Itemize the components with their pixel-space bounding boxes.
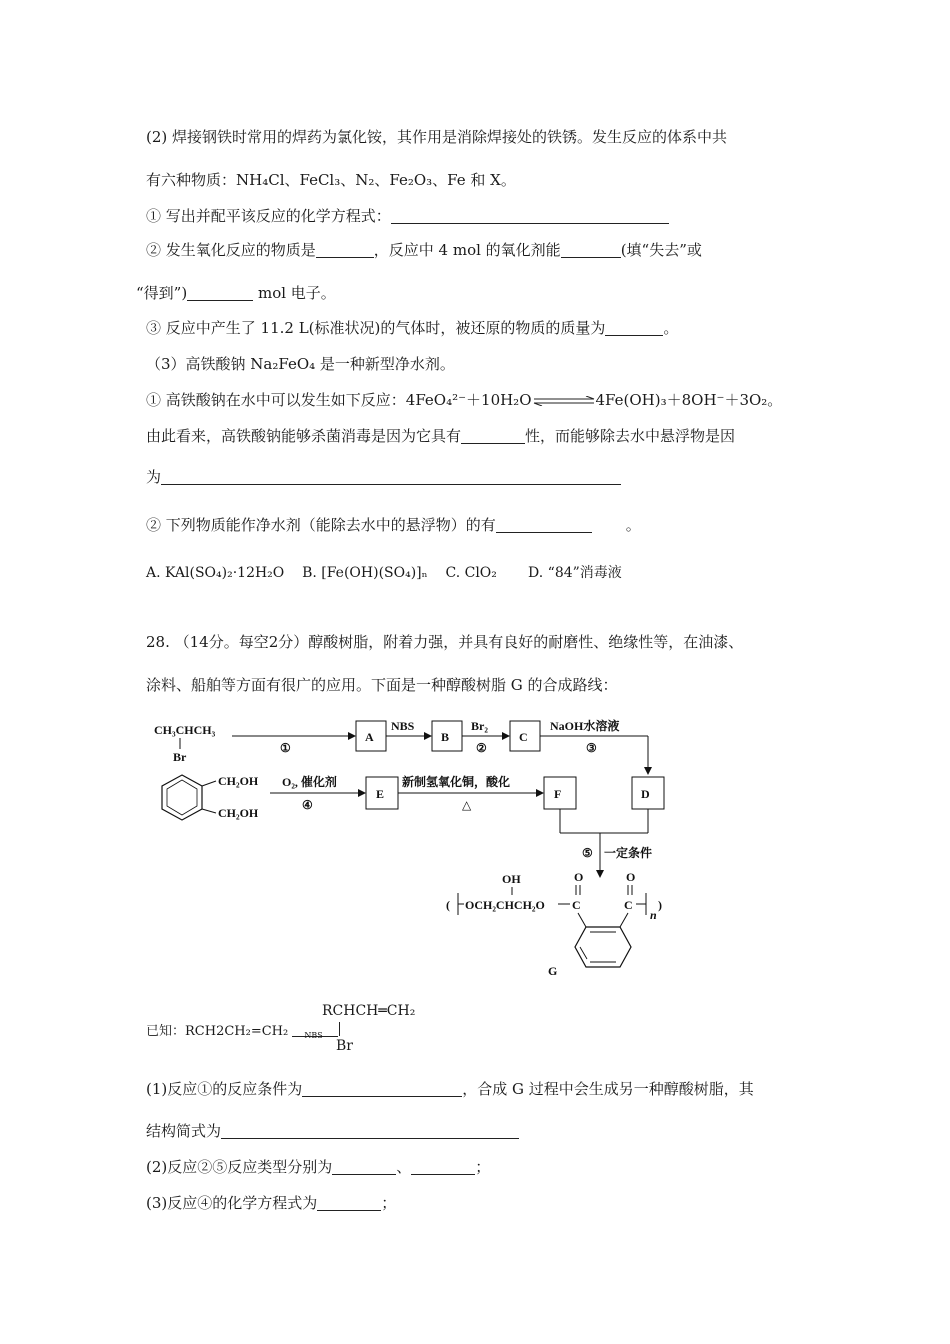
q28-sub1: (1)反应①的反应条件为 ，合成 G 过程中会生成另一种醇酸树脂，其 (146, 1080, 754, 1098)
answer-blank[interactable] (161, 468, 621, 485)
known-product-bond (339, 1022, 340, 1036)
answer-blank[interactable] (461, 427, 525, 444)
q27-sub3: ③ 反应中产生了 11.2 L(标准状况)的气体时，被还原的物质的质量为 。 (146, 319, 679, 337)
q27-part3-sub1: ① 高铁酸钠在水中可以发生如下反应：4FeO₄²⁻＋10H₂O 4Fe(OH)₃＋8OH⁻＋3O₂。 (146, 391, 783, 409)
q27-sub2-cont: “得到”) mol 电子。 (136, 284, 336, 302)
q27-sub2: ② 发生氧化反应的物质是 ，反应中 4 mol 的氧化剂能 (填“失去”或 (146, 241, 702, 259)
reaction-2-label: ② (476, 741, 487, 755)
q27-part2-line2: 有六种物质：NH₄Cl、FeCl₃、N₂、Fe₂O₃、Fe 和 X。 (146, 171, 516, 189)
q28-sub3: (3)反应④的化学方程式为 ； (146, 1194, 397, 1212)
g-o2: O (626, 870, 636, 884)
heat-label: △ (462, 798, 472, 812)
q28-sub2: (2)反应②⑤反应类型分别为 、 ； (146, 1158, 491, 1176)
synthesis-route-diagram (140, 705, 700, 985)
reaction-1-label: ① (280, 741, 291, 755)
g-c1: C (572, 898, 581, 912)
reaction-3-label: ③ (586, 741, 597, 755)
g-benzene-ring-icon (575, 927, 631, 967)
known-reaction: 已知：RCH2CH₂=CH₂ NBS (146, 1022, 338, 1042)
o2-catalyst-label: O₂, 催化剂 (282, 775, 337, 789)
compound-b: B (441, 730, 450, 744)
nbs-condition: NBS (304, 1031, 323, 1040)
q27-part3-title: （3）高铁酸钠 Na₂FeO₄ 是一种新型净水剂。 (146, 355, 455, 373)
answer-blank[interactable] (605, 319, 663, 336)
answer-blank[interactable] (302, 1080, 462, 1097)
g-oh: OH (502, 872, 521, 886)
compound-a: A (365, 730, 374, 744)
answer-blank[interactable] (391, 207, 669, 224)
answer-blank[interactable] (561, 241, 621, 258)
known-product: RCHCH═CH₂ (322, 1003, 416, 1019)
cu-oh2-label: 新制氢氧化铜，酸化 (402, 775, 511, 789)
g-chain: OCH₂CHCH₂O (465, 898, 545, 912)
q28-intro-line1: 28. （14分。每空2分）醇酸树脂，附着力强，并具有良好的耐磨性、绝缘性等，在油漆、 (146, 633, 744, 651)
g-label: G (548, 964, 558, 978)
reaction-4-label: ④ (302, 798, 313, 812)
compound-f: F (554, 787, 562, 801)
compound-e: E (376, 787, 385, 801)
br2-label: Br₂ (471, 719, 488, 733)
answer-blank[interactable] (332, 1158, 396, 1175)
answer-blank[interactable] (317, 1194, 381, 1211)
answer-blank[interactable] (221, 1122, 519, 1139)
q28-sub1-cont: 结构简式为 (146, 1121, 519, 1141)
start-material-1-br: Br (173, 750, 187, 764)
g-open-paren: ( (446, 898, 450, 912)
reaction-5-label: ⑤ (582, 846, 593, 860)
benzene-ring-icon (162, 775, 202, 820)
q27-part3-sub1-cont: 由此看来，高铁酸钠能够杀菌消毒是因为它具有 性，而能够除去水中悬浮物是因 (146, 427, 736, 445)
g-o1: O (574, 870, 584, 884)
equilibrium-arrow-icon (532, 396, 596, 406)
start-material-1: CH₃CHCH₃ (154, 723, 216, 737)
q27-part3-sub1-cont2: 为 (146, 467, 621, 487)
start-material-2-top: CH₂OH (218, 774, 259, 788)
q27-sub1: ① 写出并配平该反应的化学方程式： (146, 206, 669, 226)
start-material-2-bottom: CH₂OH (218, 806, 259, 820)
q27-part3-sub2: ② 下列物质能作净水剂（能除去水中的悬浮物）的有 。 (146, 516, 641, 534)
g-c2: C (624, 898, 633, 912)
answer-blank[interactable] (496, 516, 592, 533)
g-n: n (650, 908, 657, 922)
answer-blank[interactable] (411, 1158, 475, 1175)
compound-c: C (519, 730, 528, 744)
g-close-paren: ) (658, 898, 662, 912)
answer-blank[interactable] (316, 241, 374, 258)
known-product-br: Br (336, 1038, 353, 1054)
naoh-label: NaOH水溶液 (550, 719, 620, 733)
q27-part2-line1: (2) 焊接钢铁时常用的焊药为氯化铵，其作用是消除焊接处的铁锈。发生反应的体系中共 (146, 128, 728, 146)
nbs-label: NBS (391, 719, 415, 733)
q28-intro-line2: 涂料、船舶等方面有很广的应用。下面是一种醇酸树脂 G 的合成路线： (146, 676, 618, 694)
compound-d: D (641, 787, 650, 801)
q27-options: A. KAl(SO₄)₂·12H₂O B. [Fe(OH)(SO₄)]ₙ C. ClO₂ D. “84”消毒液 (146, 565, 622, 581)
condition-5-label: 一定条件 (604, 846, 653, 860)
answer-blank[interactable] (187, 284, 253, 301)
